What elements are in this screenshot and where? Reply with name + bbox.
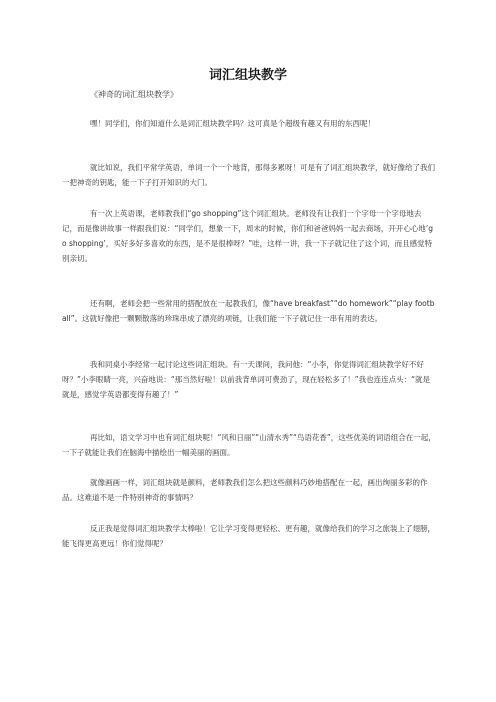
paragraph-1: 嘿！同学们，你们知道什么是词汇组块教学吗？这可真是个超级有趣又有用的东西呢！ — [90, 119, 375, 128]
paragraph-3: 有一次上英语课，老师教我们“go shopping”这个词汇组块。老师没有让我们一个字母一个字母地去记，而是像讲故事一样跟我们说：“同学们，想象一下，周末的时候，你们和爸爸妈妈一起去商场，开开心心地‘go shopping’，买好多好多喜欢的东西，是不是很棒呀？”哇，这样一讲，我一下子就记住了这个词，而且感觉特别亲切。 — [62, 209, 434, 263]
paragraph-2: 就比如说，我们平常学英语，单词一个一个地背，那得多累呀！可是有了词汇组块教学，就好像给了我们一把神奇的钥匙，能一下子打开知识的大门。 — [62, 163, 435, 187]
document-title: 词汇组块教学 — [208, 68, 287, 83]
paragraph-8: 反正我是觉得词汇组块教学太棒啦！它让学习变得更轻松、更有趣，就像给我们的学习之旅装上了翅膀，能飞得更高更远！你们觉得呢？ — [62, 524, 435, 548]
paragraph-4: 还有啊，老师会把一些常用的搭配放在一起教我们，像“have breakfast”“do homework”“play football”。这就好像把一颗颗散落的珍珠串成了漂亮的项链，让我们能一下子就记住一串有用的表达。 — [62, 299, 435, 323]
document-subtitle: 《神奇的词汇组块教学》 — [90, 90, 178, 99]
paragraph-5: 我和同桌小李经常一起讨论这些词汇组块。有一天课间，我问他：“小李，你觉得词汇组块教学好不好呀？”小李眼睛一亮，兴奋地说：“那当然好啦！以前我背单词可费劲了，现在轻松多了！”我也连连点头：“就是就是，感觉学英语都变得有趣了！” — [62, 360, 431, 399]
paragraph-6: 再比如，语文学习中也有词汇组块呢！“风和日丽”“山清水秀”“鸟语花香”，这些优美的词语组合在一起，一下子就能让我们在脑海中描绘出一幅美丽的画面。 — [62, 433, 436, 457]
paragraph-7: 就像画画一样，词汇组块就是颜料，老师教我们怎么把这些颜料巧妙地搭配在一起，画出绚丽多彩的作品。这难道不是一件特别神奇的事情吗？ — [62, 478, 428, 502]
